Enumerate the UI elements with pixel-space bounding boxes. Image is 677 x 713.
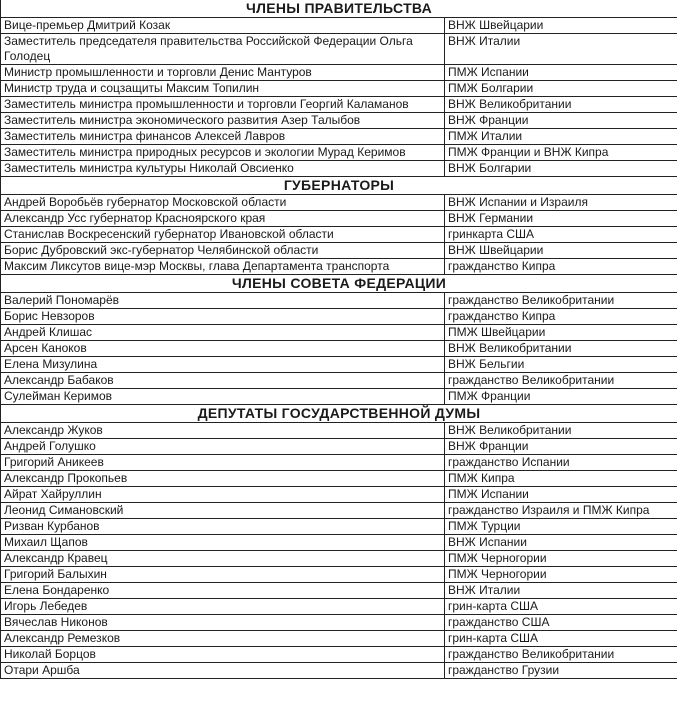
table-row xyxy=(1,18,677,34)
official-name-cell: Министр промышленности и торговли Денис Мантуров xyxy=(1,65,445,81)
table-row xyxy=(1,211,677,227)
residency-status-cell: ПМЖ Швейцарии xyxy=(445,325,677,341)
section-governors-header-row xyxy=(1,177,677,195)
residency-status-cell: ВНЖ Италии xyxy=(445,34,677,65)
table-row xyxy=(1,471,677,487)
table-row xyxy=(1,227,677,243)
residency-status-cell: ПМЖ Турции xyxy=(445,519,677,535)
residency-status-cell: гражданство Кипра xyxy=(445,309,677,325)
official-name-cell: Заместитель министра природных ресурсов и экологии Мурад Керимов xyxy=(1,145,445,161)
residency-status-cell: ВНЖ Бельгии xyxy=(445,357,677,373)
official-name-cell: Александр Ремезков xyxy=(1,631,445,647)
residency-status-cell: грин-карта США xyxy=(445,631,677,647)
official-name-cell: Заместитель министра финансов Алексей Лавров xyxy=(1,129,445,145)
official-name-cell: Александр Усс губернатор Красноярского края xyxy=(1,211,445,227)
table-row xyxy=(1,243,677,259)
residency-status-cell: ВНЖ Швейцарии xyxy=(445,18,677,34)
table-row xyxy=(1,455,677,471)
residency-status-cell: ПМЖ Черногории xyxy=(445,567,677,583)
table-row xyxy=(1,34,677,65)
official-name-cell: Елена Бондаренко xyxy=(1,583,445,599)
table-row xyxy=(1,65,677,81)
official-name-cell: Андрей Клишас xyxy=(1,325,445,341)
table-row xyxy=(1,647,677,663)
table-row xyxy=(1,599,677,615)
official-name-cell: Григорий Аникеев xyxy=(1,455,445,471)
official-name-cell: Александр Жуков xyxy=(1,423,445,439)
table-body xyxy=(1,0,677,679)
residency-status-cell: гражданство Великобритании xyxy=(445,647,677,663)
section-governors-title: ГУБЕРНАТОРЫ xyxy=(1,177,677,195)
residency-status-cell: ПМЖ Франции xyxy=(445,389,677,405)
official-name-cell: Игорь Лебедев xyxy=(1,599,445,615)
official-name-cell: Заместитель председателя правительства Российской Федерации Ольга Голодец xyxy=(1,34,445,65)
residency-status-cell: гражданство США xyxy=(445,615,677,631)
table-row xyxy=(1,615,677,631)
table-row xyxy=(1,535,677,551)
official-name-cell: Борис Дубровский экс-губернатор Челябинской области xyxy=(1,243,445,259)
official-name-cell: Заместитель министра промышленности и торговли Георгий Каламанов xyxy=(1,97,445,113)
official-name-cell: Айрат Хайруллин xyxy=(1,487,445,503)
table-row xyxy=(1,567,677,583)
table-row xyxy=(1,551,677,567)
residency-status-cell: ВНЖ Болгарии xyxy=(445,161,677,177)
table-row xyxy=(1,129,677,145)
table-row xyxy=(1,663,677,679)
table-row xyxy=(1,293,677,309)
residency-status-cell: гражданство Испании xyxy=(445,455,677,471)
official-name-cell: Заместитель министра культуры Николай Овсиенко xyxy=(1,161,445,177)
official-name-cell: Станислав Воскресенский губернатор Ивановской области xyxy=(1,227,445,243)
residency-status-cell: ВНЖ Испании xyxy=(445,535,677,551)
table-row xyxy=(1,487,677,503)
official-name-cell: Борис Невзоров xyxy=(1,309,445,325)
official-name-cell: Андрей Голушко xyxy=(1,439,445,455)
official-name-cell: Николай Борцов xyxy=(1,647,445,663)
official-name-cell: Михаил Щапов xyxy=(1,535,445,551)
official-name-cell: Вице-премьер Дмитрий Козак xyxy=(1,18,445,34)
table-row xyxy=(1,519,677,535)
official-name-cell: Валерий Пономарёв xyxy=(1,293,445,309)
official-name-cell: Григорий Балыхин xyxy=(1,567,445,583)
table-row xyxy=(1,97,677,113)
section-federation-council-title: ЧЛЕНЫ СОВЕТА ФЕДЕРАЦИИ xyxy=(1,275,677,293)
residency-status-cell: ВНЖ Великобритании xyxy=(445,97,677,113)
table-row xyxy=(1,325,677,341)
residency-status-cell: гражданство Кипра xyxy=(445,259,677,275)
section-state-duma-header-row xyxy=(1,405,677,423)
official-name-cell: Андрей Воробьёв губернатор Московской области xyxy=(1,195,445,211)
official-name-cell: Сулейман Керимов xyxy=(1,389,445,405)
table-row xyxy=(1,195,677,211)
table-row xyxy=(1,113,677,129)
residency-status-cell: ПМЖ Кипра xyxy=(445,471,677,487)
official-name-cell: Елена Мизулина xyxy=(1,357,445,373)
official-name-cell: Отари Аршба xyxy=(1,663,445,679)
table-row xyxy=(1,259,677,275)
section-government-title: ЧЛЕНЫ ПРАВИТЕЛЬСТВА xyxy=(1,0,677,18)
residency-status-cell: ВНЖ Франции xyxy=(445,439,677,455)
residency-status-cell: ВНЖ Великобритании xyxy=(445,341,677,357)
residency-status-cell: ВНЖ Великобритании xyxy=(445,423,677,439)
table-row xyxy=(1,631,677,647)
table-row xyxy=(1,583,677,599)
residency-status-cell: гражданство Грузии xyxy=(445,663,677,679)
table-row xyxy=(1,423,677,439)
official-name-cell: Вячеслав Никонов xyxy=(1,615,445,631)
official-name-cell: Максим Ликсутов вице-мэр Москвы, глава Департамента транспорта xyxy=(1,259,445,275)
table-row xyxy=(1,145,677,161)
residency-status-cell: ПМЖ Испании xyxy=(445,487,677,503)
residency-status-cell: ПМЖ Италии xyxy=(445,129,677,145)
table-row xyxy=(1,503,677,519)
residency-status-cell: ВНЖ Германии xyxy=(445,211,677,227)
residency-status-cell: ПМЖ Испании xyxy=(445,65,677,81)
residency-status-cell: гражданство Великобритании xyxy=(445,293,677,309)
residency-status-cell: гринкарта США xyxy=(445,227,677,243)
official-name-cell: Арсен Каноков xyxy=(1,341,445,357)
official-name-cell: Александр Прокопьев xyxy=(1,471,445,487)
residency-status-cell: грин-карта США xyxy=(445,599,677,615)
residency-status-cell: ВНЖ Италии xyxy=(445,583,677,599)
residency-status-cell: ПМЖ Болгарии xyxy=(445,81,677,97)
table-row xyxy=(1,341,677,357)
section-government-header-row xyxy=(1,0,677,18)
official-name-cell: Александр Кравец xyxy=(1,551,445,567)
residency-status-cell: ПМЖ Франции и ВНЖ Кипра xyxy=(445,145,677,161)
table-row xyxy=(1,439,677,455)
table-row xyxy=(1,161,677,177)
official-name-cell: Заместитель министра экономического развития Азер Талыбов xyxy=(1,113,445,129)
official-name-cell: Александр Бабаков xyxy=(1,373,445,389)
table-row xyxy=(1,309,677,325)
section-federation-council-header-row xyxy=(1,275,677,293)
official-name-cell: Леонид Симановский xyxy=(1,503,445,519)
table-row xyxy=(1,373,677,389)
official-name-cell: Ризван Курбанов xyxy=(1,519,445,535)
residency-status-cell: ВНЖ Испании и Израиля xyxy=(445,195,677,211)
residency-status-cell: ВНЖ Швейцарии xyxy=(445,243,677,259)
residency-status-cell: ПМЖ Черногории xyxy=(445,551,677,567)
residency-status-cell: гражданство Израиля и ПМЖ Кипра xyxy=(445,503,677,519)
table-row xyxy=(1,389,677,405)
official-name-cell: Министр труда и соцзащиты Максим Топилин xyxy=(1,81,445,97)
table-row xyxy=(1,357,677,373)
residency-status-cell: гражданство Великобритании xyxy=(445,373,677,389)
table-row xyxy=(1,81,677,97)
section-state-duma-title: ДЕПУТАТЫ ГОСУДАРСТВЕННОЙ ДУМЫ xyxy=(1,405,677,423)
residency-status-cell: ВНЖ Франции xyxy=(445,113,677,129)
